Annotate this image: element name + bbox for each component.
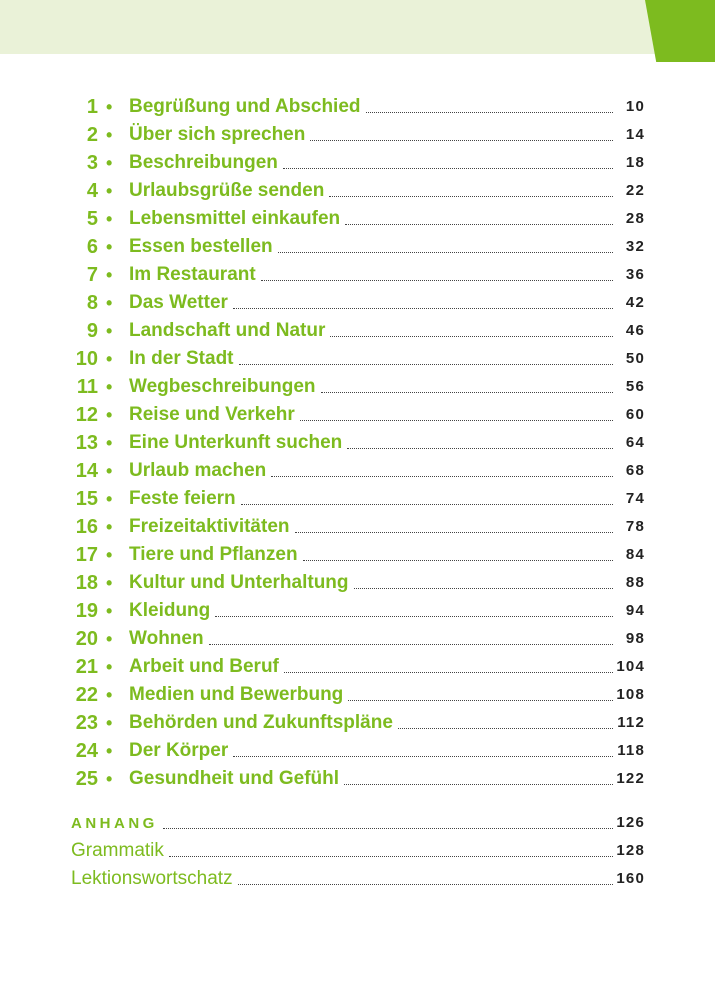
bullet-icon: • bbox=[106, 405, 113, 425]
toc-entry bbox=[129, 541, 613, 569]
bullet-icon: • bbox=[106, 97, 113, 117]
chapter-title: Eine Unterkunft suchen bbox=[129, 432, 343, 453]
chapter-title: Freizeitaktivitäten bbox=[129, 516, 290, 537]
chapter-number: 3 bbox=[86, 152, 98, 174]
dot-leader bbox=[169, 856, 613, 857]
toc-entry bbox=[129, 177, 613, 205]
chapter-title: Über sich sprechen bbox=[129, 124, 306, 145]
dot-leader bbox=[233, 756, 613, 757]
toc-row[interactable] bbox=[0, 485, 715, 513]
page-number: 22 bbox=[625, 182, 645, 199]
toc-entry bbox=[129, 681, 613, 709]
chapter-number: 16 bbox=[75, 516, 98, 538]
toc-row[interactable] bbox=[0, 541, 715, 569]
chapter-title: Das Wetter bbox=[129, 292, 228, 313]
toc-row[interactable] bbox=[0, 149, 715, 177]
bullet-icon: • bbox=[106, 321, 113, 341]
toc-row[interactable] bbox=[0, 289, 715, 317]
corner-tab bbox=[645, 0, 715, 62]
chapter-number: 24 bbox=[75, 740, 98, 762]
chapter-title: Feste feiern bbox=[129, 488, 236, 509]
appendix-heading: ANHANG bbox=[71, 814, 158, 832]
bullet-icon: • bbox=[106, 517, 113, 537]
page-number: 36 bbox=[625, 266, 645, 283]
page-number: 68 bbox=[625, 462, 645, 479]
chapter-number: 21 bbox=[75, 656, 98, 678]
toc-row[interactable] bbox=[0, 737, 715, 765]
toc-entry bbox=[129, 401, 613, 429]
page-number: 64 bbox=[625, 434, 645, 451]
appendix-item-title: Lektionswortschatz bbox=[71, 868, 233, 889]
toc-entry bbox=[129, 429, 613, 457]
toc-row[interactable] bbox=[0, 401, 715, 429]
dot-leader bbox=[261, 280, 613, 281]
chapter-title: Reise und Verkehr bbox=[129, 404, 295, 425]
chapter-number: 6 bbox=[86, 236, 98, 258]
bullet-icon: • bbox=[106, 461, 113, 481]
dot-leader bbox=[284, 672, 613, 673]
chapter-title: Beschreibungen bbox=[129, 152, 278, 173]
toc-row[interactable] bbox=[0, 653, 715, 681]
dot-leader bbox=[283, 168, 613, 169]
dot-leader bbox=[329, 196, 613, 197]
toc-row[interactable] bbox=[0, 177, 715, 205]
bullet-icon: • bbox=[106, 433, 113, 453]
table-of-contents bbox=[0, 93, 715, 793]
bullet-icon: • bbox=[106, 601, 113, 621]
chapter-title: Der Körper bbox=[129, 740, 229, 761]
toc-row[interactable] bbox=[0, 121, 715, 149]
dot-leader bbox=[271, 476, 613, 477]
dot-leader bbox=[354, 588, 613, 589]
page-number: 74 bbox=[625, 490, 645, 507]
toc-entry bbox=[129, 709, 613, 737]
chapter-number: 1 bbox=[86, 96, 98, 118]
dot-leader bbox=[303, 560, 613, 561]
toc-row[interactable] bbox=[0, 93, 715, 121]
chapter-title: Begrüßung und Abschied bbox=[129, 96, 361, 117]
chapter-number: 23 bbox=[75, 712, 98, 734]
toc-entry bbox=[129, 261, 613, 289]
toc-row[interactable] bbox=[0, 457, 715, 485]
bullet-icon: • bbox=[106, 153, 113, 173]
bullet-icon: • bbox=[106, 545, 113, 565]
bullet-icon: • bbox=[106, 573, 113, 593]
page-number: 128 bbox=[616, 842, 645, 859]
toc-entry bbox=[129, 121, 613, 149]
chapter-number: 25 bbox=[75, 768, 98, 790]
bullet-icon: • bbox=[106, 265, 113, 285]
toc-entry bbox=[129, 653, 613, 681]
toc-entry bbox=[129, 205, 613, 233]
page-number: 108 bbox=[616, 686, 645, 703]
page-number: 42 bbox=[625, 294, 645, 311]
chapter-title: Gesundheit und Gefühl bbox=[129, 768, 340, 789]
page-number: 50 bbox=[625, 350, 645, 367]
toc-entry bbox=[129, 345, 613, 373]
toc-entry bbox=[129, 289, 613, 317]
toc-row[interactable] bbox=[0, 625, 715, 653]
page-number: 18 bbox=[625, 154, 645, 171]
chapter-title: In der Stadt bbox=[129, 348, 234, 369]
chapter-number: 12 bbox=[75, 404, 98, 426]
page-number: 88 bbox=[625, 574, 645, 591]
bullet-icon: • bbox=[106, 293, 113, 313]
appendix-row-lektionswortschatz[interactable] bbox=[0, 865, 715, 893]
page-number: 78 bbox=[625, 518, 645, 535]
appendix-section bbox=[0, 809, 715, 893]
page-number: 98 bbox=[625, 630, 645, 647]
toc-row[interactable] bbox=[0, 765, 715, 793]
chapter-title: Urlaub machen bbox=[129, 460, 267, 481]
dot-leader bbox=[321, 392, 613, 393]
toc-row[interactable] bbox=[0, 261, 715, 289]
chapter-number: 9 bbox=[86, 320, 98, 342]
bullet-icon: • bbox=[106, 685, 113, 705]
toc-row[interactable] bbox=[0, 345, 715, 373]
page-number: 112 bbox=[617, 714, 645, 731]
dot-leader bbox=[348, 700, 613, 701]
toc-row[interactable] bbox=[0, 317, 715, 345]
dot-leader bbox=[300, 420, 613, 421]
toc-entry bbox=[129, 233, 613, 261]
toc-entry bbox=[129, 373, 613, 401]
toc-entry bbox=[129, 317, 613, 345]
chapter-title: Urlaubsgrüße senden bbox=[129, 180, 325, 201]
chapter-number: 11 bbox=[76, 376, 98, 398]
dot-leader bbox=[366, 112, 613, 113]
chapter-title: Medien und Bewerbung bbox=[129, 684, 344, 705]
chapter-title: Landschaft und Natur bbox=[129, 320, 326, 341]
toc-row[interactable] bbox=[0, 205, 715, 233]
bullet-icon: • bbox=[106, 209, 113, 229]
chapter-number: 5 bbox=[86, 208, 98, 230]
chapter-title: Kleidung bbox=[129, 600, 211, 621]
chapter-title: Behörden und Zukunftspläne bbox=[129, 712, 393, 733]
chapter-title: Wohnen bbox=[129, 628, 204, 649]
bullet-icon: • bbox=[106, 769, 113, 789]
header-band bbox=[0, 0, 715, 54]
chapter-number: 14 bbox=[75, 460, 98, 482]
chapter-number: 22 bbox=[75, 684, 98, 706]
chapter-number: 8 bbox=[86, 292, 98, 314]
chapter-number: 4 bbox=[86, 180, 98, 202]
toc-row[interactable] bbox=[0, 373, 715, 401]
toc-row[interactable] bbox=[0, 681, 715, 709]
dot-leader bbox=[238, 884, 613, 885]
dot-leader bbox=[239, 364, 613, 365]
page-number: 10 bbox=[625, 98, 645, 115]
bullet-icon: • bbox=[106, 181, 113, 201]
chapter-title: Essen bestellen bbox=[129, 236, 273, 257]
chapter-number: 18 bbox=[75, 572, 98, 594]
page-number: 126 bbox=[616, 814, 645, 831]
page-number: 118 bbox=[617, 742, 645, 759]
page-number: 14 bbox=[625, 126, 645, 143]
chapter-title: Tiere und Pflanzen bbox=[129, 544, 298, 565]
chapter-title: Wegbeschreibungen bbox=[129, 376, 316, 397]
bullet-icon: • bbox=[106, 741, 113, 761]
chapter-number: 19 bbox=[75, 600, 98, 622]
page-number: 56 bbox=[625, 378, 645, 395]
page-number: 160 bbox=[616, 870, 645, 887]
dot-leader bbox=[233, 308, 613, 309]
bullet-icon: • bbox=[106, 713, 113, 733]
dot-leader bbox=[398, 728, 613, 729]
chapter-title: Im Restaurant bbox=[129, 264, 256, 285]
toc-entry bbox=[129, 149, 613, 177]
toc-entry bbox=[129, 569, 613, 597]
chapter-number: 2 bbox=[86, 124, 98, 146]
page-number: 122 bbox=[616, 770, 645, 787]
bullet-icon: • bbox=[106, 657, 113, 677]
bullet-icon: • bbox=[106, 629, 113, 649]
toc-row[interactable] bbox=[0, 569, 715, 597]
toc-entry bbox=[129, 765, 613, 793]
chapter-number: 20 bbox=[75, 628, 98, 650]
dot-leader bbox=[241, 504, 613, 505]
dot-leader bbox=[278, 252, 613, 253]
page-number: 60 bbox=[625, 406, 645, 423]
toc-entry bbox=[129, 93, 613, 121]
chapter-number: 7 bbox=[86, 264, 98, 286]
page-number: 32 bbox=[625, 238, 645, 255]
dot-leader bbox=[209, 644, 613, 645]
chapter-title: Kultur und Unterhaltung bbox=[129, 572, 349, 593]
bullet-icon: • bbox=[106, 237, 113, 257]
toc-row[interactable] bbox=[0, 233, 715, 261]
toc-entry bbox=[129, 737, 613, 765]
bullet-icon: • bbox=[106, 125, 113, 145]
bullet-icon: • bbox=[106, 489, 113, 509]
toc-entry bbox=[129, 485, 613, 513]
dot-leader bbox=[347, 448, 613, 449]
toc-row[interactable] bbox=[0, 597, 715, 625]
toc-row[interactable] bbox=[0, 513, 715, 541]
dot-leader bbox=[330, 336, 613, 337]
chapter-title: Lebensmittel einkaufen bbox=[129, 208, 341, 229]
toc-entry bbox=[129, 513, 613, 541]
dot-leader bbox=[295, 532, 614, 533]
bullet-icon: • bbox=[106, 349, 113, 369]
appendix-row-grammatik[interactable] bbox=[0, 837, 715, 865]
bullet-icon: • bbox=[106, 377, 113, 397]
chapter-title: Arbeit und Beruf bbox=[129, 656, 279, 677]
toc-row[interactable] bbox=[0, 709, 715, 737]
dot-leader bbox=[163, 828, 613, 829]
chapter-number: 13 bbox=[75, 432, 98, 454]
page-number: 104 bbox=[616, 658, 645, 675]
dot-leader bbox=[310, 140, 613, 141]
page-number: 94 bbox=[625, 602, 645, 619]
dot-leader bbox=[215, 616, 613, 617]
toc-entry bbox=[129, 597, 613, 625]
page-number: 84 bbox=[625, 546, 645, 563]
chapter-number: 17 bbox=[75, 544, 98, 566]
toc-entry bbox=[129, 457, 613, 485]
dot-leader bbox=[344, 784, 613, 785]
toc-row[interactable] bbox=[0, 429, 715, 457]
appendix-heading-row[interactable] bbox=[0, 809, 715, 837]
toc-entry bbox=[129, 625, 613, 653]
page-number: 28 bbox=[625, 210, 645, 227]
page-number: 46 bbox=[625, 322, 645, 339]
appendix-item-title: Grammatik bbox=[71, 840, 164, 861]
chapter-number: 15 bbox=[75, 488, 98, 510]
dot-leader bbox=[345, 224, 613, 225]
chapter-number: 10 bbox=[75, 348, 98, 370]
